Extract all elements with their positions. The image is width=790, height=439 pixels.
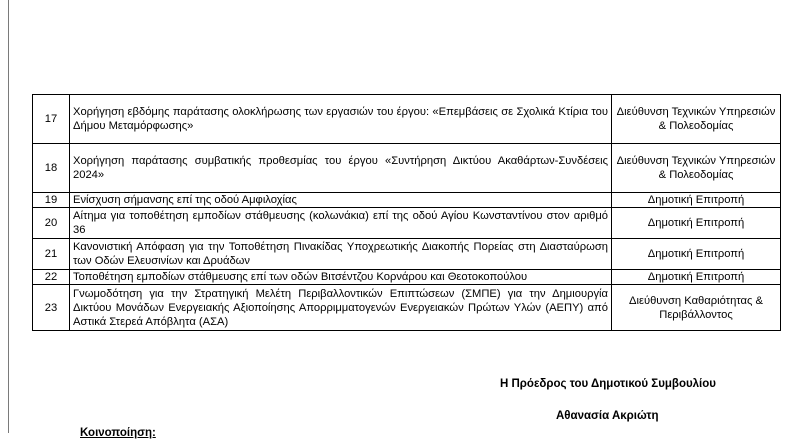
table-row <box>33 239 781 270</box>
cc-label: Κοινοποίηση: <box>80 427 156 439</box>
item-number: 22 <box>33 270 70 285</box>
item-subject: Αίτημα για τοποθέτηση εμποδίων στάθμευσης (κολωνάκια) επί της οδού Αγίου Κωνσταντίνου στον αριθμό 36 <box>70 208 612 239</box>
item-number: 19 <box>33 193 70 208</box>
table-row <box>33 144 781 193</box>
item-responsible: Δημοτική Επιτροπή <box>612 239 781 270</box>
item-responsible: Δημοτική Επιτροπή <box>612 270 781 285</box>
table-row <box>33 285 781 331</box>
item-subject: Χορήγηση εβδόμης παράτασης ολοκλήρωσης των εργασιών του έργου: «Επεμβάσεις σε Σχολικά Κτίρια του Δήμου Μεταμόρφωσης» <box>70 95 612 144</box>
item-responsible: Διεύθυνση Καθαριότητας & Περιβάλλοντος <box>612 285 781 331</box>
table-row <box>33 270 781 285</box>
item-responsible: Δημοτική Επιτροπή <box>612 193 781 208</box>
item-responsible: Διεύθυνση Τεχνικών Υπηρεσιών & Πολεοδομίας <box>612 95 781 144</box>
item-subject: Γνωμοδότηση για την Στρατηγική Μελέτη Περιβαλλοντικών Επιπτώσεων (ΣΜΠΕ) για την Δημιουργία Δικτύου Μονάδων Ενεργειακής Αξιοποίησης Απορριμματογενών Ενεργειακών Πρώτων Υλών (ΑΕΠΥ) από Αστικά Στερεά Απόβλητα (ΑΣΑ) <box>70 285 612 331</box>
item-responsible: Διεύθυνση Τεχνικών Υπηρεσιών & Πολεοδομίας <box>612 144 781 193</box>
item-responsible: Δημοτική Επιτροπή <box>612 208 781 239</box>
page-left-edge <box>8 0 9 433</box>
item-number: 21 <box>33 239 70 270</box>
item-subject: Χορήγηση παράτασης συμβατικής προθεσμίας του έργου «Συντήρηση Δικτύου Ακαθάρτων-Συνδέσεις 2024» <box>70 144 612 193</box>
item-subject: Τοποθέτηση εμποδίων στάθμευσης επί των οδών Βιτσέντζου Κορνάρου και Θεοτοκοπούλου <box>70 270 612 285</box>
item-number: 23 <box>33 285 70 331</box>
item-number: 17 <box>33 95 70 144</box>
table-row <box>33 193 781 208</box>
item-number: 18 <box>33 144 70 193</box>
table-row <box>33 208 781 239</box>
item-number: 20 <box>33 208 70 239</box>
signature-name: Αθανασία Ακριώτη <box>556 410 659 422</box>
item-subject: Ενίσχυση σήμανσης επί της οδού Αμφιλοχίας <box>70 193 612 208</box>
agenda-table <box>32 94 781 331</box>
table-row <box>33 95 781 144</box>
item-subject: Κανονιστική Απόφαση για την Τοποθέτηση Πινακίδας Υποχρεωτικής Διακοπής Πορείας στη Διασταύρωση των Οδών Ελευσινίων και Δρυάδων <box>70 239 612 270</box>
signature-title: Η Πρόεδρος του Δημοτικού Συμβουλίου <box>500 378 716 390</box>
